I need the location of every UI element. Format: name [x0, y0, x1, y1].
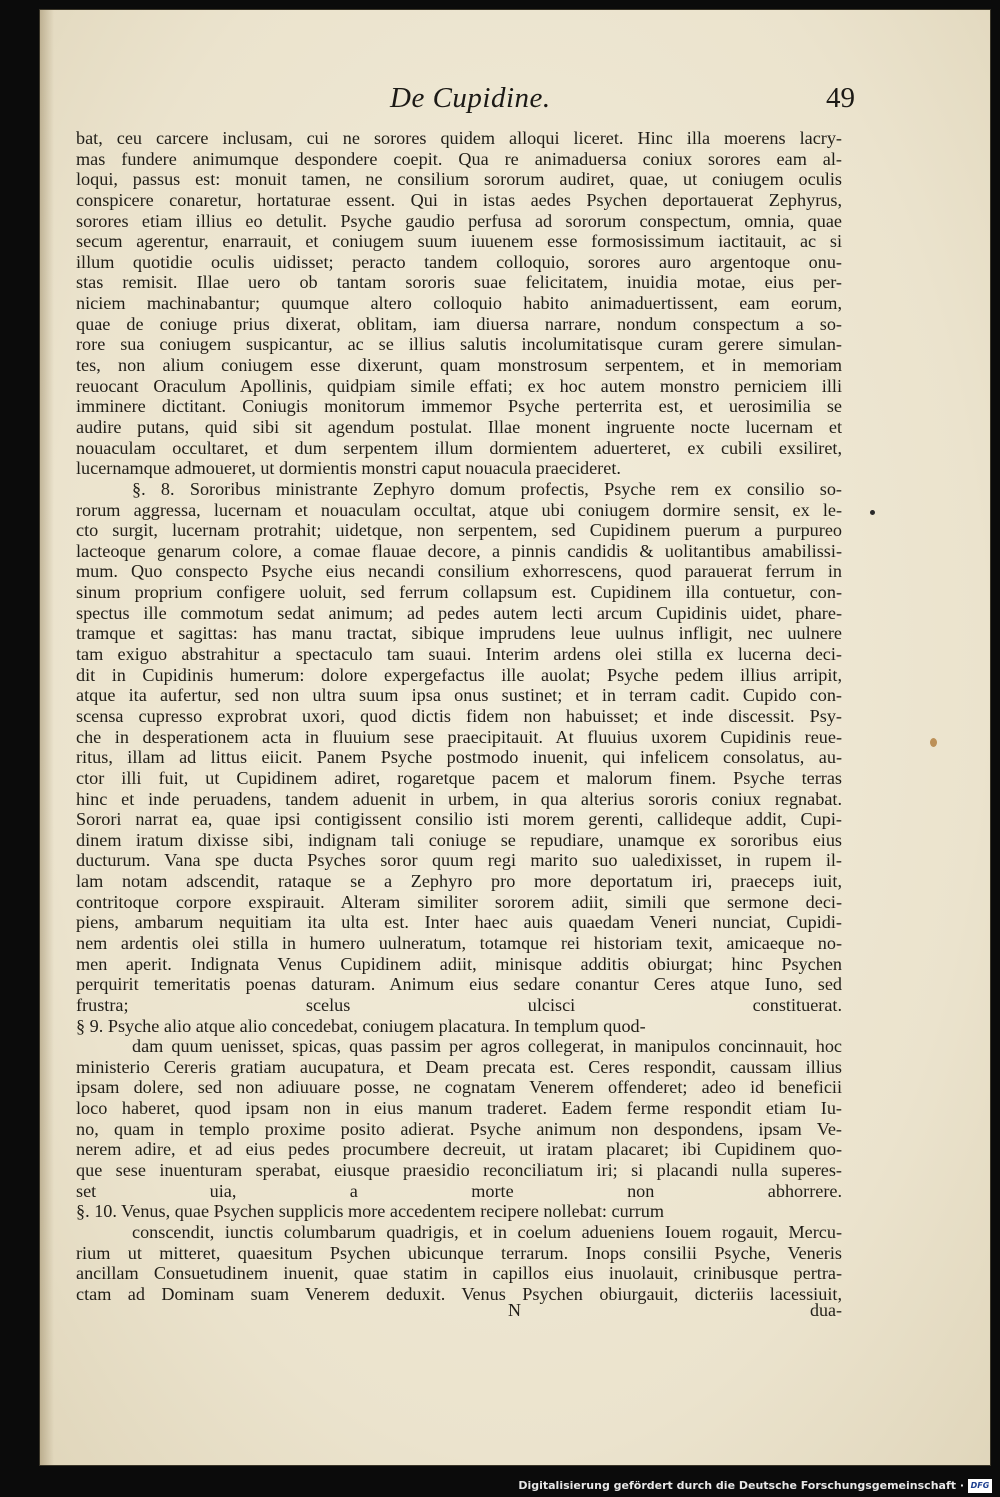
text-line: lacteoque genarum colore, a comae flauae decore, a pinnis candidis & uolitantibus amabilissi- — [76, 540, 842, 561]
text-line: rium ut mitteret, quaesitum Psychen ubicunque terrarum. Inops consilii Psyche, Veneris — [76, 1242, 842, 1263]
signature-mark: N — [508, 1300, 521, 1320]
text-line: Sorori narrat ea, quae ipsi contigissent consilio isti morem gerenti, callideque addit, Cupi- — [76, 809, 842, 830]
text-line: conspicere conaretur, hortaturae essent. Qui in istas aedes Psychen deportauerat Zephyrus, — [76, 189, 842, 210]
text-line: set uia, a morte non abhorrere. — [76, 1180, 842, 1201]
text-line: dinem iratum dixisse sibi, indignam tali coniuge se repudiare, unamque ex sororibus eius — [76, 829, 842, 850]
text-line: nem ardentis olei stilla in humero uulneratum, totamque rei historiam texit, amicaeque no- — [76, 932, 842, 953]
text-line: lam notam adscendit, rataque se a Zephyro pro more deportatum iri, praeceps iuit, — [76, 871, 842, 892]
text-line: che in desperationem acta in fluuium sese praecipitauit. At fluuius uxorem Cupidinis reue- — [76, 726, 842, 747]
text-line: bat, ceu carcere inclusam, cui ne sorores quidem alloqui liceret. Hinc illa moerens lacry- — [76, 128, 842, 148]
text-line — [76, 1305, 842, 1326]
text-line: sinum proprium configere uoluit, sed ferrum collapsum est. Cupidinem illa contuetur, con- — [76, 582, 842, 603]
text-line: spectus ille commotum sedat animum; ad pedes autem lecti arcum Cupidinis uidet, phare- — [76, 602, 842, 623]
text-line: ministerio Cereris gratiam aucupatura, et Deam precata est. Ceres respondit, caussam illius — [76, 1056, 842, 1077]
text-line: perquirit temeritatis poenas daturam. Animum eius sedare conantur Ceres atque Iuno, sed — [76, 974, 842, 995]
section-8-start: §. 8. Sororibus ministrante Zephyro domum profectis, Psyche rem ex consilio so- — [132, 478, 842, 499]
text-line: §. 10. Venus, quae Psychen supplicis more accedentem recipere nollebat: currum — [76, 1201, 665, 1222]
text-line: scensa cupresso exprobrat uxori, quod dictis fidem non habuisset; et inde discessit. Psy- — [76, 705, 842, 726]
paper-stain — [930, 738, 937, 747]
text-line: frustra; scelus ulcisci constituerat. — [76, 994, 842, 1015]
text-line: atque ita aufertur, sed non ultra suum ipsa onus sustinet; et in terram cadit. Cupido con- — [76, 685, 842, 706]
text-line: nerem adire, et ad eius pedes procumbere decreuit, ut iratam placaret; ibi Cupidinem quo- — [76, 1139, 842, 1160]
text-line: nouaculam occultaret, et dum serpentem illum dormientem aduerteret, ex cubili exsiliret, — [76, 437, 842, 458]
text-line: tramque et sagittas: has manu tractat, sibique imprudens leue uulnus infligit, nec uulnere — [76, 623, 842, 644]
text-line: § 9. Psyche alio atque alio concedebat, coniugem placatura. In templum quod- — [76, 1015, 646, 1036]
text-line: tam exiguo abstrahitur a spectaculo tam suaui. Interim ardens olei stilla ex lucerna deci- — [76, 644, 842, 665]
text-line: reuocant Oraculum Apollinis, quidpiam simile effati; ex hoc autem monstro perniciem illi — [76, 375, 842, 396]
text-line: ctam ad Dominam suam Venerem deduxit. Venus Psychen obiurgauit, dicteriis lacessiuit, — [76, 1283, 842, 1304]
text-line: cto surgit, lucernam protrahit; uidetque, non serpentem, sed Cupidinem puerum a purpureo — [76, 520, 842, 541]
text-line: piens, ambarum nequitiam ita ulta est. Inter haec auis quaedam Veneri nunciat, Cupidi- — [76, 912, 842, 933]
text-line: men aperit. Indignata Venus Cupidinem adiit, minisque additis obiurgat; hinc Psychen — [76, 953, 842, 974]
credit-bar — [0, 1476, 1000, 1497]
text-line: loqui, passus est: monuit tamen, ne consilium sororum audiret, quae, ut coniugem oculis — [76, 169, 842, 190]
dfg-logo-icon: DFG — [968, 1479, 992, 1493]
text-line: ducturum. Vana spe ducta Psyches soror quum regi marito suo ualedixisset, in rupem il- — [76, 850, 842, 871]
text-line: ancillam Consuetudinem inuenit, quae statim in capillos eius inuolauit, crinibusque pertra- — [76, 1263, 842, 1284]
text-line: no, quam in templo proxime posito adierat. Psyche animum non despondens, ipsam Ve- — [76, 1118, 842, 1139]
text-line: tes, non alium coniugem esse dixerunt, quam monstrosum serpentem, et in memoriam — [76, 355, 842, 376]
text-line: audire putans, quid sibi sit agendum postulat. Illae monent ingruente nocte lucernam et — [76, 416, 842, 437]
text-line: sorores etiam illius eo detulit. Psyche gaudio perfusa ad sororum conspectum, omnia, quae — [76, 210, 842, 231]
paper-speck — [870, 510, 875, 515]
book-page — [40, 10, 990, 1465]
page-number: 49 — [826, 82, 855, 114]
page-header — [40, 82, 990, 122]
text-line: stas remisit. Illae uero ob tantam sororis suae felicitatem, inuidia motae, eius per- — [76, 272, 842, 293]
text-line: dit in Cupidinis humerum: dolore expergefactus ille auolat; Psyche pedem illius arripit, — [76, 664, 842, 685]
section-10-start: conscendit, iunctis columbarum quadrigis, et in coelum adueniens Iouem rogauit, Mercu- — [132, 1221, 842, 1242]
catchword: dua- — [810, 1300, 842, 1320]
text-line: lucernamque admoueret, ut dormientis monstri caput nouacula praecideret. — [76, 458, 621, 479]
text-line: contritoque corpore exspirauit. Alteram similiter sororem adiit, simili que sermone deci- — [76, 891, 842, 912]
text-line: mum. Quo conspecto Psyche eius necandi consilium exhorrescens, quod parauerat ferrum in — [76, 561, 842, 582]
text-line: ipsam dolere, sed non adiuuare posse, ne cognatam Venerem offenderet; adeo id beneficii — [76, 1077, 842, 1098]
text-line: rore sua coniugem suspicantur, ac se illius salutis incolumitatisque curam gerere simulan- — [76, 334, 842, 355]
text-line: hinc et inde peruadens, tandem aduenit in urbem, in qua alterius sororis coniux regnabat. — [76, 788, 842, 809]
text-line: mas fundere animumque despondere coepit. Qua re animaduersa coniux sorores eam al- — [76, 148, 842, 169]
text-line: quae de coniuge prius dixerat, oblitam, iam diuersa narrare, nondum conspectum a so- — [76, 313, 842, 334]
section-9-start: dam quum uenisset, spicas, quas passim per agros collegerat, in manipulos concinnauit, hoc — [132, 1036, 842, 1057]
text-line: loco haberet, quod ipsam non in eius manum traderet. Eadem ferme respondit etiam Iu- — [76, 1098, 842, 1119]
text-line: niciem machinabantur; quumque altero colloquio habito animaduertissent, eam eorum, — [76, 293, 842, 314]
body-text — [76, 128, 842, 1325]
text-line: illum quotidie oculis uidisset; peracto tandem colloquio, sorores auro argentoque onu- — [76, 251, 842, 272]
text-line: imminere dictitant. Coniugis monitorum immemor Psyche perterrita est, et uerosimilia se — [76, 396, 842, 417]
running-title: De Cupidine. — [390, 82, 551, 114]
text-line: ctor illi fuit, ut Cupidinem adiret, rogaretque pacem et malorum finem. Psyche terras — [76, 767, 842, 788]
text-line: secum agerentur, enarrauit, et coniugem suum iuuenem esse formosissimum iactitauit, ac si — [76, 231, 842, 252]
text-line: que sese inuenturam sperabat, eiusque praesidio reconciliatum iri; si placandi nulla superes- — [76, 1160, 842, 1181]
text-line: ritus, illam ad littus eiicit. Panem Psyche postmodo inuenit, qui infelicem consolatus, au- — [76, 747, 842, 768]
funding-credit: Digitalisierung gefördert durch die Deutsche Forschungsgemeinschaft · — [518, 1479, 964, 1492]
text-line: rorum aggressa, lucernam et nouaculam occultat, atque ubi coniugem dormire sensit, ex le- — [76, 499, 842, 520]
